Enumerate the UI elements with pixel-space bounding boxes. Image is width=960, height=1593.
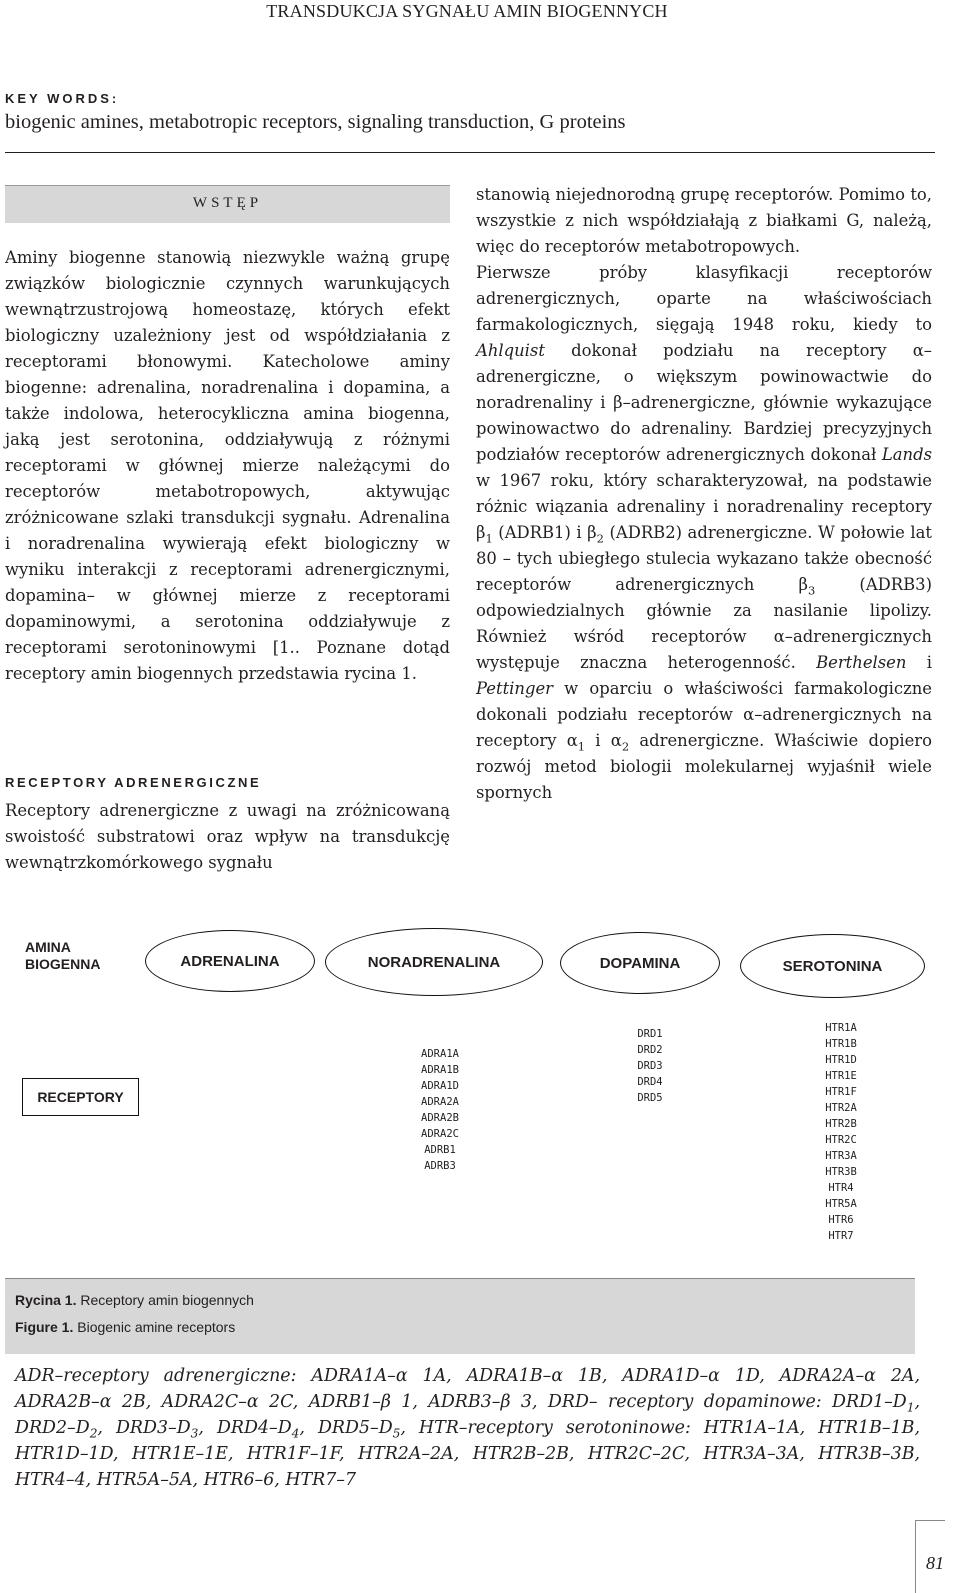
adrenergic-receptor-list: [395, 1046, 485, 1174]
keywords-divider: [5, 152, 935, 153]
left-column-intro: [5, 245, 450, 687]
dopamine-receptor-list: [620, 1026, 680, 1106]
receptor-item: ADRA1B: [421, 1064, 459, 1076]
receptor-item: DRD1: [637, 1028, 663, 1040]
page-number: 81: [926, 1553, 944, 1573]
receptor-item: DRD5: [637, 1092, 663, 1104]
receptor-item: HTR1E: [825, 1070, 857, 1082]
receptor-item: HTR1F: [825, 1086, 857, 1098]
amine-adrenalina: ADRENALINA: [145, 930, 315, 992]
receptor-item: ADRB1: [424, 1144, 456, 1156]
receptor-row-label: RECEPTORY: [22, 1078, 139, 1116]
receptor-item: HTR6: [828, 1214, 854, 1226]
receptor-item: ADRA1D: [421, 1080, 459, 1092]
figure-receptors-diagram: [5, 910, 935, 1270]
subsection-heading-adrenergic: RECEPTORY ADRENERGICZNE: [5, 775, 262, 790]
amine-row-label: AMINA BIOGENNA: [25, 939, 101, 972]
keywords-label: KEY WORDS:: [5, 91, 120, 106]
receptor-item: HTR2A: [825, 1102, 857, 1114]
receptor-item: ADRA2A: [421, 1096, 459, 1108]
receptor-item: HTR3B: [825, 1166, 857, 1178]
receptor-item: ADRA2B: [421, 1112, 459, 1124]
section-heading-wstep: WSTĘP: [192, 195, 263, 211]
receptor-item: DRD3: [637, 1060, 663, 1072]
receptor-item: HTR1A: [825, 1022, 857, 1034]
right-paragraph-2: Pierwsze próby klasyfikacji receptorów adrenergicznych, oparte na właściwościach farmakologicznych, sięgają 1948 roku, kiedy to Ahlquist dokonał podziału na receptory α–adrenergiczne, o większym powinowactwie do noradrenaliny i β–adrenergiczne, głównie wykazujące powinowactwo do adrenaliny. Bardziej precyzyjnych podziałów receptorów adrenergicznych dokonał Lands w 1967 roku, który scharakteryzował, na podstawie różnic wiązania adrenaliny i noradrenaliny receptory $\beta_1$ (ADRB1) i $\beta_2$ (ADRB2) adrenergiczne. W połowie lat 80 – tych ubiegłego stulecia wykazano także obecność receptorów adrenergicznych $\beta_3$ (ADRB3) odpowiedzialnych głównie za nasilanie lipolizy. Również wśród receptorów α–adrenergicznych występuje znaczna heterogenność. Berthelsen i Pettinger w oparciu o właściwości farmakologiczne dokonali podziału receptorów α–adrenergicznych na receptory $\alpha_1$ i $\alpha_2$ adrenergiczne. Właściwie dopiero rozwój metod biologii molekularnej wyjaśnił wiele spornych: [476, 263, 932, 802]
receptor-item: HTR3A: [825, 1150, 857, 1162]
running-title: TRANSDUKCJA SYGNAŁU AMIN BIOGENNYCH: [266, 1, 668, 21]
section-heading-bar: [5, 185, 450, 223]
left-column-adrenergic: [5, 798, 450, 876]
intro-paragraph: Aminy biogenne stanowią niezwykle ważną grupę związków biologicznie czynnych warunkujących wewnątrzustrojową homeostazę, których efekt biologiczny uzależniony jest od współdziałania z receptorami błonowymi. Katecholowe aminy biogenne: adrenalina, noradrenalina i dopamina, a także indolowa, heterocykliczna amina biogenna, jaką jest serotonina, oddziaływują z różnymi receptorami w głównej mierze należącymi do receptorów metabotropowych, aktywując zróżnicowane szlaki transdukcji sygnału. Adrenalina i noradrenalina wywierają efekt biologiczny w wyniku interakcji z receptorami adrenergicznymi, dopamina– w głównej mierze z receptorami dopaminowymi, a serotonina oddziaływuje z receptorami serotoninowymi [1.. Poznane dotąd receptory amin biogennych przedstawia rycina 1.: [5, 248, 450, 683]
receptor-item: HTR4: [828, 1182, 854, 1194]
receptor-item: ADRA1A: [421, 1048, 459, 1060]
caption-english: Figure 1. Biogenic amine receptors: [15, 1319, 236, 1335]
receptor-item: HTR2B: [825, 1118, 857, 1130]
receptor-item: DRD2: [637, 1044, 663, 1056]
receptor-item: HTR7: [828, 1230, 854, 1242]
amine-dopamina: DOPAMINA: [560, 932, 720, 994]
figure-caption: [5, 1278, 915, 1354]
receptor-item: HTR2C: [825, 1134, 857, 1146]
figure-legend: ADR–receptory adrenergiczne: ADRA1A–α 1A, ADRA1B–α 1B, ADRA1D–α 1D, ADRA2A–α 2A, ADRA2B–α 2B, ADRA2C–α 2C, ADRB1–β 1, ADRB3–β 3, DRD– receptory dopaminowe: $DRD1-D_1$, $DRD2-D_2$, $DRD3-D_3$, $DRD4-D_4$, $DRD5-D_5$, HTR–receptory serotoninowe: HTR1A–1A, HTR1B–1B, HTR1D–1D, HTR1E–1E, HTR1F–1F, HTR2A–2A, HTR2B–2B, HTR2C–2C, HTR3A–3A, HTR3B–3B, HTR4–4, HTR5A–5A, HTR6–6, HTR7–7: [15, 1366, 920, 1490]
keywords-text: biogenic amines, metabotropic receptors, signaling transduction, G proteins: [5, 111, 626, 133]
amine-serotonina: SEROTONINA: [740, 934, 925, 998]
receptor-item: DRD4: [637, 1076, 663, 1088]
receptor-item: HTR1B: [825, 1038, 857, 1050]
caption-polish: Rycina 1. Receptory amin biogennych: [15, 1292, 254, 1308]
serotonin-receptor-list: [811, 1020, 871, 1244]
receptor-item: HTR5A: [825, 1198, 857, 1210]
amine-noradrenalina: NORADRENALINA: [325, 928, 543, 996]
receptor-item: ADRA2C: [421, 1128, 459, 1140]
adrenergic-paragraph-start: Receptory adrenergiczne z uwagi na zróżnicowaną swoistość substratowi oraz wpływ na transdukcję wewnątrzkomórkowego sygnału: [5, 801, 450, 872]
receptor-item: ADRB3: [424, 1160, 456, 1172]
receptor-item: HTR1D: [825, 1054, 857, 1066]
right-column: [476, 182, 932, 806]
right-paragraph-1: stanowią niejednorodną grupę receptorów. Pomimo to, wszystkie z nich współdziałają z białkami G, należą, więc do receptorów metabotropowych.: [476, 185, 932, 256]
